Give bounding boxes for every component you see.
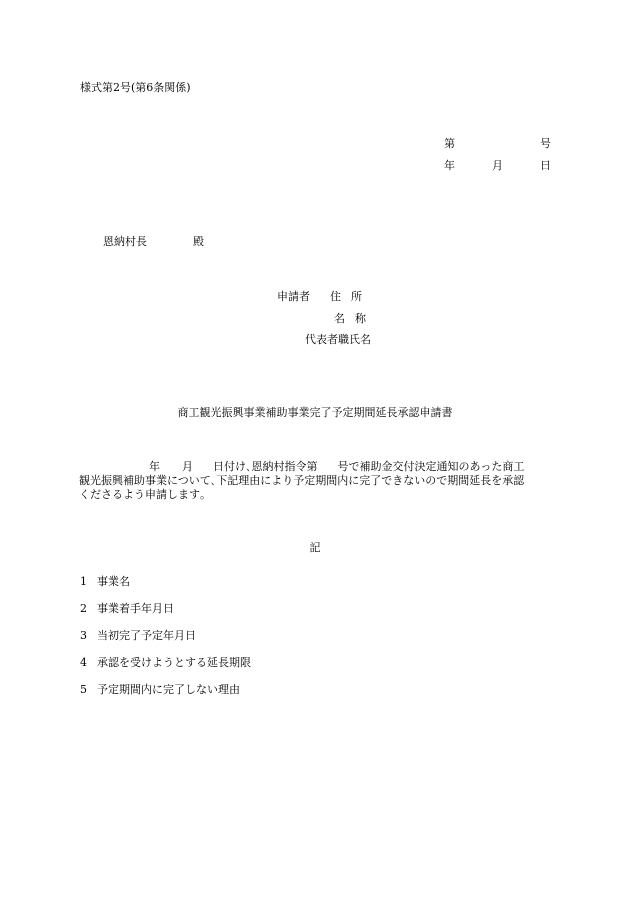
applicant-name-label: 名称 [334,312,376,325]
item-label: 事業名 [97,575,130,588]
item-delay-reason [80,683,240,697]
addressee-name: 恩納村長 [103,235,147,248]
document-title: 商工観光振興事業補助事業完了予定期間延長承認申請書 [177,406,453,419]
document-number-suffix: 号 [540,137,551,150]
body-month: 月 [182,460,193,473]
body-line-2: 観光振興補助事業について､下記理由により予定期間内に完了できないので期間延長を承認 [79,474,525,487]
addressee-honorific: 殿 [193,235,204,248]
document-number-prefix: 第 [444,137,455,150]
item-planned-completion [80,629,196,643]
date-year-label: 年 [444,159,455,172]
ki-heading: 記 [309,541,321,554]
item-number: 4 [80,656,87,669]
item-label: 予定期間内に完了しない理由 [97,683,240,696]
body-line-3: くださるよう申請します｡ [79,488,206,501]
date-day-label: 日 [540,159,551,172]
item-number: 3 [80,629,87,642]
item-number: 1 [80,575,87,588]
addressee [103,235,204,249]
applicant-address-row [277,290,372,304]
item-start-date [80,602,174,616]
date-month-label: 月 [492,159,503,172]
body-line-1 [79,460,552,474]
document-date [444,159,551,173]
applicant-label: 申請者 [277,290,310,303]
body-decision: 号で補助金交付決定通知のあった商工 [337,460,525,473]
item-label: 当初完了予定年月日 [97,629,196,642]
address-label: 住所 [330,290,372,303]
item-extension-deadline [80,656,251,670]
body-year: 年 [149,460,160,473]
item-number: 2 [80,602,87,615]
item-number: 5 [80,683,87,696]
item-label: 承認を受けようとする延長期限 [97,656,251,669]
item-label: 事業着手年月日 [97,602,174,615]
representative-label: 代表者職氏名 [305,333,371,346]
form-number: 様式第2号(第6条関係) [80,81,191,94]
body-date-ref: 日付け､恩納村指令第 [213,460,318,473]
body-paragraph [79,460,552,502]
item-business-name [80,575,130,589]
document-number [444,137,551,151]
